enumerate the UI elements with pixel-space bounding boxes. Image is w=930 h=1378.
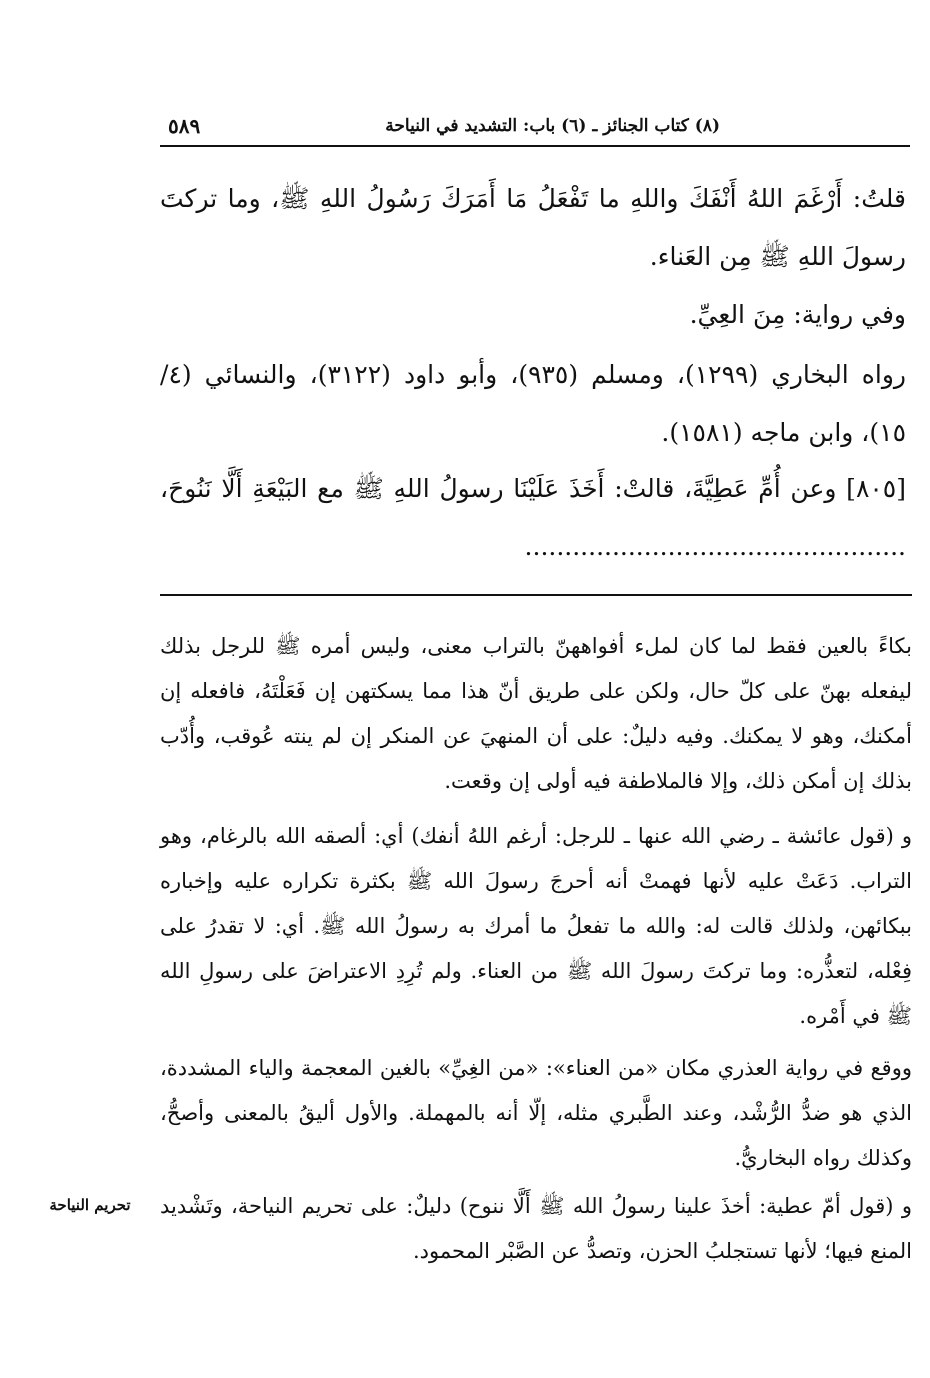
commentary-divider — [160, 594, 912, 596]
running-title: (٨) كتاب الجنائز ـ (٦) باب: التشديد في النياحة — [385, 116, 720, 136]
hadith-paragraph-4 — [160, 460, 906, 576]
commentary-paragraph-1: بكاءً بالعين فقط لما كان لملء أفواههنّ بالتراب معنى، وليس أمره ﷺ للرجل بذلك ليفعله بهنّ على كلّ حال، ولكن على طريق أنّ هذا مما يسكتهن إن فَعَلْتَهُ، فافعله إن أمكنك، وهو لا يمكنك. وفيه دليلٌ: على أن المنهيَ عن المنكر إن لم ينته عُوقب، وأُدّب بذلك إن أمكن ذلك، وإلا فالملاطفة فيه أولى إن وقعت. — [160, 634, 912, 793]
running-header — [160, 112, 910, 146]
hadith-805-text: [٨٠٥] وعن أُمِّ عَطِيَّةَ، قالتْ: أَخَذَ عَلَيْنَا رسولُ اللهِ ﷺ مع البَيْعَةِ أَلَّا نَنُوحَ، — [160, 474, 906, 503]
header-divider — [160, 145, 910, 147]
continuation-dots: ................................................ — [524, 532, 906, 561]
hadith-paragraph-1: قلتُ: أَرْغَمَ اللهُ أَنْفَكَ واللهِ ما تَفْعَلُ مَا أَمَرَكَ رَسُولُ اللهِ ﷺ، وما تركتَ رسولَ اللهِ ﷺ مِن العَناء. — [160, 184, 906, 271]
hadith-paragraph-3: رواه البخاري (١٢٩٩)، ومسلم (٩٣٥)، وأبو داود (٣١٢٢)، والنسائي (٤/ ١٥)، وابن ماجه (١٥٨١). — [160, 360, 906, 447]
hadith-paragraph-2: وفي رواية: مِنَ العِيِّ. — [689, 300, 906, 329]
commentary-paragraph-2: و (قول عائشة ـ رضي الله عنها ـ للرجل: أرغم اللهُ أنفك) أي: ألصقه الله بالرغام، وهو التراب. دَعَتْ عليه لأنها فهمتْ أنه أحرجَ رسولَ الله ﷺ بكثرة تكراره عليه وإخباره ببكائهن، ولذلك قالت له: والله ما تفعلُ ما أمرك به رسولُ الله ﷺ. أي: لا تقدرُ على فِعْله، لتعذُّره: وما تركتَ رسولَ الله ﷺ من العناء. ولم تُرِدِ الاعتراضَ على رسولِ الله ﷺ في أَمْره. — [160, 824, 912, 1028]
page-number: ٥٨٩ — [168, 114, 201, 138]
commentary-paragraph-3: ووقع في رواية العذري مكان «من العناء»: «من الغِيِّ» بالغين المعجمة والياء المشددة، الذي هو ضدُّ الرُّشْد، وعند الطَّبري مثله، إلّا أنه بالمهملة. والأول أليقُ بالمعنى وأصحُّ، وكذلك رواه البخاريُّ. — [160, 1056, 912, 1170]
commentary-paragraph-4: و (قول أمّ عطية: أخذَ علينا رسولُ الله ﷺ أَلَّا ننوح) دليلٌ: على تحريم النياحة، وتَشْديد المنع فيها؛ لأنها تستجلبُ الحزن، وتصدُّ عن الصَّبْر المحمود. — [160, 1194, 912, 1263]
margin-note: تحريم النياحة — [49, 1196, 131, 1214]
